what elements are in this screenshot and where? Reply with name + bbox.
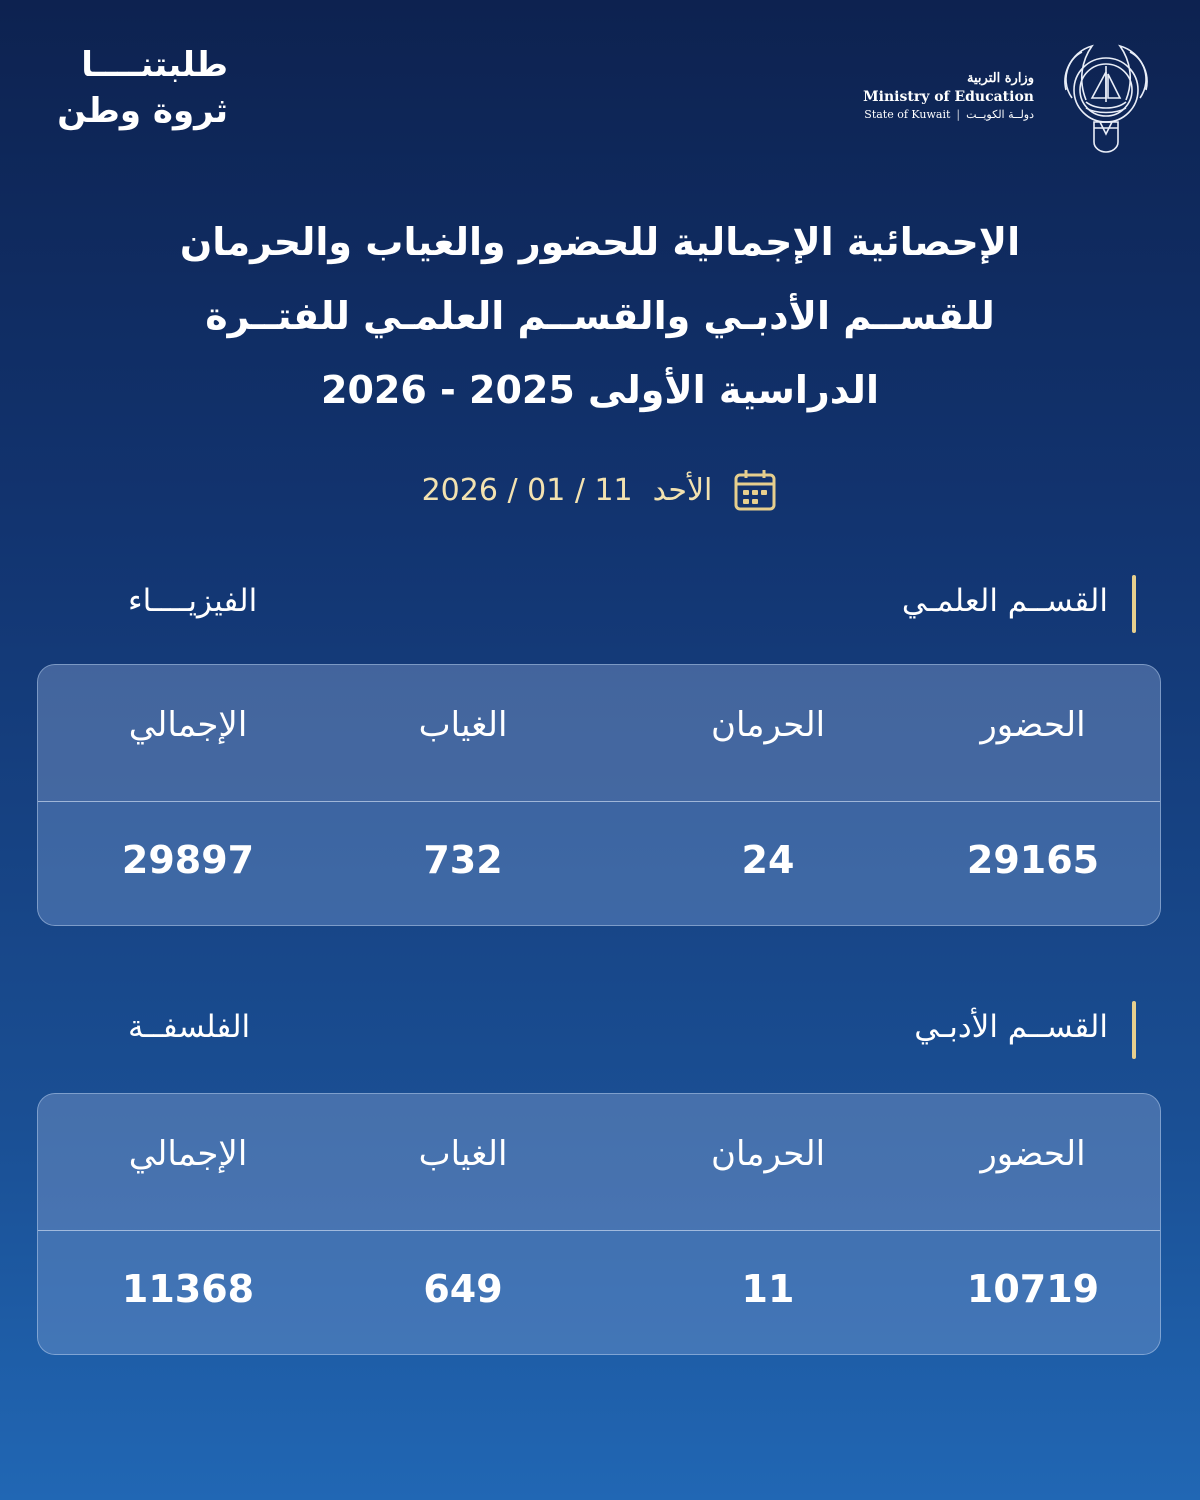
section-accent-bar	[1132, 575, 1136, 633]
title-line-3: الدراسية الأولى 2025 - 2026	[321, 368, 879, 412]
ministry-text	[863, 71, 1034, 121]
ministry-name-en: Ministry of Education	[863, 89, 1034, 105]
value-attendance: 10719	[966, 1267, 1100, 1311]
header-attendance: الحضور	[980, 1134, 1086, 1174]
table-header-row	[38, 1094, 1160, 1231]
stats-table-literary	[37, 1093, 1161, 1355]
slogan-line-2: ثروة وطن	[57, 91, 228, 131]
title-line-1: الإحصائية الإجمالية للحضور والغياب والحرمان	[179, 220, 1021, 264]
section-header-literary	[40, 1001, 1160, 1061]
header-absence: الغياب	[418, 1134, 508, 1174]
date-value: 2026 / 01 / 11	[421, 472, 633, 508]
state-line	[864, 108, 1034, 121]
date-row	[0, 462, 1200, 518]
header-deprivation: الحرمان	[710, 705, 826, 745]
slogan-logo	[48, 42, 228, 134]
value-total: 29897	[121, 838, 255, 882]
subject-name: الفيزيــــاء	[128, 583, 258, 619]
ministry-header	[863, 38, 1160, 154]
header-deprivation: الحرمان	[710, 1134, 826, 1174]
title-line-2: للقســم الأدبـي والقســم العلمـي للفتــرة	[205, 294, 995, 338]
section-header-scientific	[40, 575, 1160, 635]
header-attendance: الحضور	[980, 705, 1086, 745]
header-total: الإجمالي	[128, 1134, 248, 1174]
table-value-row	[38, 1231, 1160, 1354]
calendar-icon	[732, 467, 778, 513]
value-total: 11368	[121, 1267, 255, 1311]
section-name: القســم الأدبـي	[914, 1009, 1108, 1045]
subject-name: الفلسفــة	[128, 1009, 251, 1045]
stats-table-scientific	[37, 664, 1161, 926]
section-name: القســم العلمـي	[901, 583, 1108, 619]
state-separator: |	[956, 108, 961, 121]
value-deprivation: 11	[741, 1267, 795, 1311]
value-attendance: 29165	[966, 838, 1100, 882]
section-accent-bar	[1132, 1001, 1136, 1059]
kuwait-emblem-icon	[1052, 38, 1160, 154]
slogan-line-1: طلبتنــــا	[81, 45, 228, 85]
table-header-row	[38, 665, 1160, 802]
page-title	[150, 205, 1050, 427]
value-deprivation: 24	[741, 838, 795, 882]
state-name-ar: دولــة الكويــت	[966, 108, 1034, 121]
value-absence: 732	[423, 838, 503, 882]
ministry-name-ar: وزارة التربية	[967, 71, 1034, 86]
table-value-row	[38, 802, 1160, 925]
header-absence: الغياب	[418, 705, 508, 745]
value-absence: 649	[423, 1267, 503, 1311]
state-name-en: State of Kuwait	[864, 108, 951, 121]
header-total: الإجمالي	[128, 705, 248, 745]
date-day: الأحد	[652, 472, 713, 508]
